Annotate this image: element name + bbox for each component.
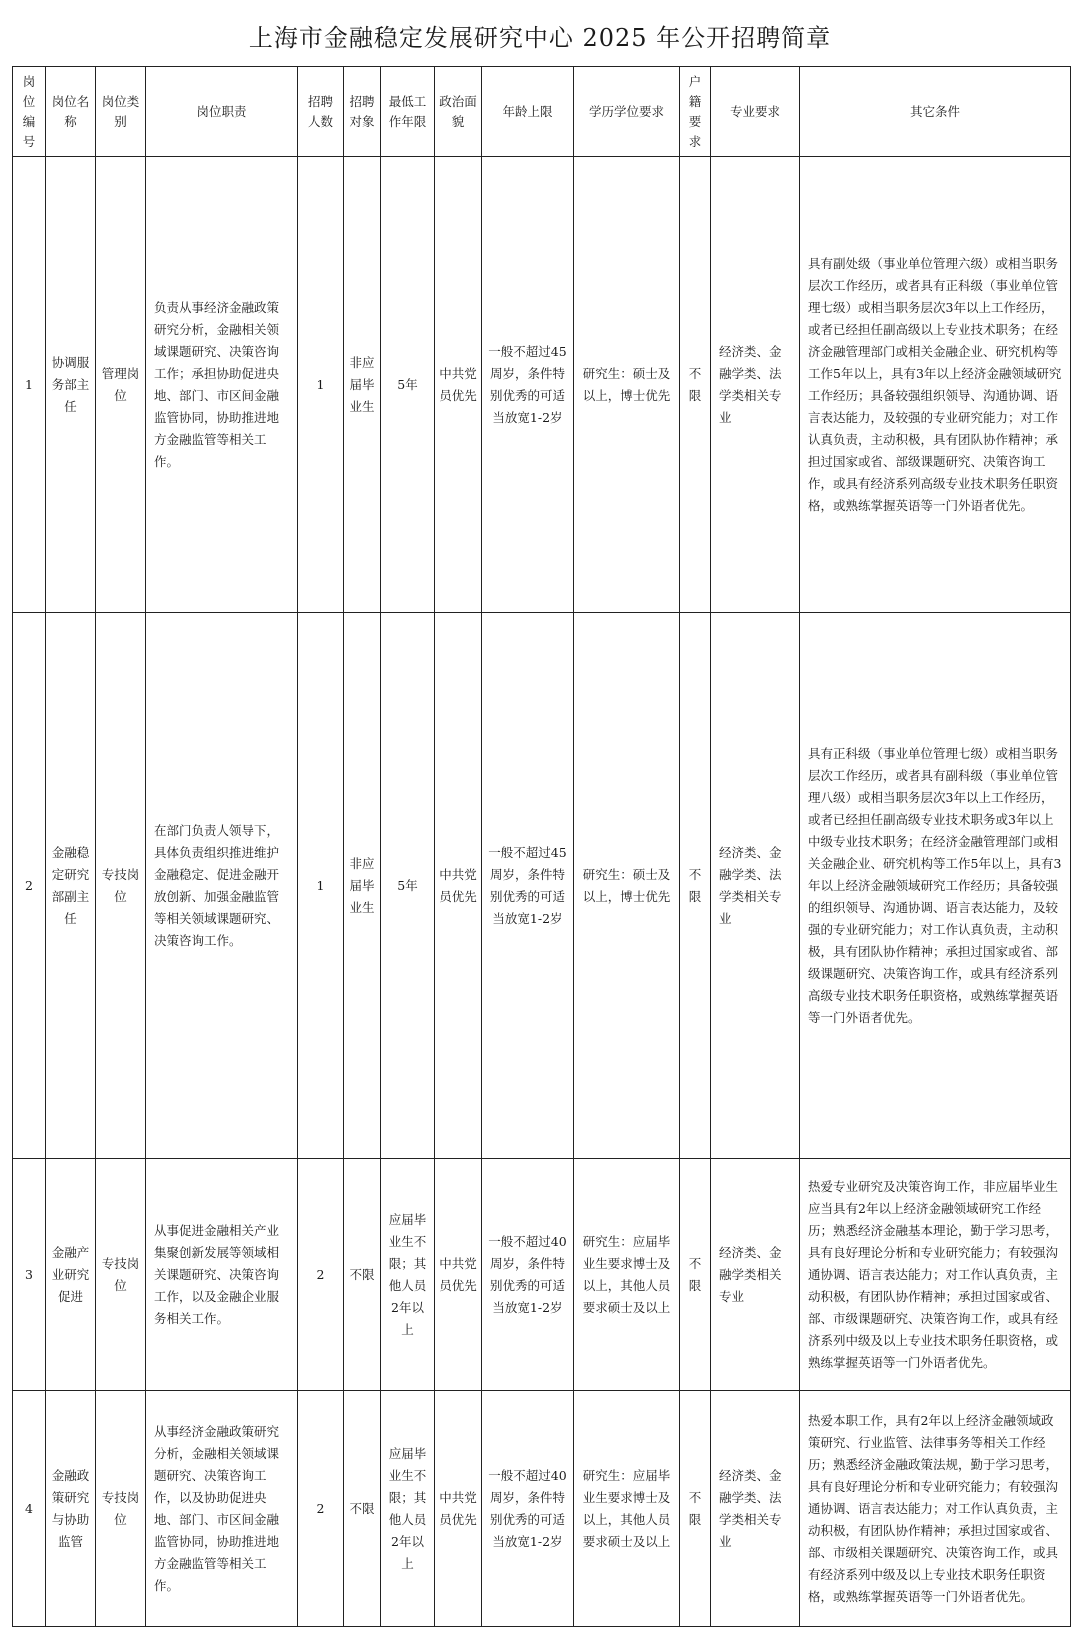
cell-education: 研究生：硕士及以上，博士优先 — [574, 157, 680, 613]
header-major: 专业要求 — [711, 67, 800, 157]
cell-id: 4 — [13, 1391, 46, 1627]
recruitment-table — [12, 66, 1071, 1627]
header-duties: 岗位职责 — [146, 67, 298, 157]
cell-age: 一般不超过40周岁，条件特别优秀的可适当放宽1-2岁 — [482, 1159, 574, 1391]
cell-duties: 在部门负责人领导下，具体负责组织推进维护金融稳定、促进金融开放创新、加强金融监管等相关领域课题研究、决策咨询工作。 — [146, 613, 298, 1159]
cell-education: 研究生：硕士及以上，博士优先 — [574, 613, 680, 1159]
cell-politics: 中共党员优先 — [435, 613, 482, 1159]
header-education: 学历学位要求 — [574, 67, 680, 157]
cell-years: 应届毕业生不限；其他人员2年以上 — [381, 1159, 435, 1391]
cell-duties: 从事经济金融政策研究分析，金融相关领域课题研究、决策咨询工作，以及协助促进央地、部门、市区间金融监管协同，协助推进地方金融监管等相关工作。 — [146, 1391, 298, 1627]
header-years: 最低工作年限 — [381, 67, 435, 157]
cell-politics: 中共党员优先 — [435, 1159, 482, 1391]
cell-target: 不限 — [344, 1391, 381, 1627]
header-name: 岗位名称 — [46, 67, 96, 157]
cell-other: 热爱专业研究及决策咨询工作，非应届毕业生应当具有2年以上经济金融领域研究工作经历；熟悉经济金融基本理论，勤于学习思考，具有良好理论分析和专业研究能力；有较强沟通协调、语言表达能力；对工作认真负责，主动积极，有团队协作精神；承担过国家或省、部、市级课题研究、决策咨询工作，或具有经济系列中级及以上专业技术职务任职资格，或熟练掌握英语等一门外语者优先。 — [800, 1159, 1071, 1391]
header-hukou: 户籍要求 — [680, 67, 711, 157]
cell-hukou: 不限 — [680, 613, 711, 1159]
header-count: 招聘人数 — [298, 67, 344, 157]
header-target: 招聘对象 — [344, 67, 381, 157]
cell-major: 经济类、金融学类、法学类相关专业 — [711, 613, 800, 1159]
cell-target: 不限 — [344, 1159, 381, 1391]
cell-hukou: 不限 — [680, 1391, 711, 1627]
cell-name: 金融产业研究促进 — [46, 1159, 96, 1391]
cell-category: 管理岗位 — [96, 157, 146, 613]
cell-other: 具有副处级（事业单位管理六级）或相当职务层次工作经历，或者具有正科级（事业单位管理七级）或相当职务层次3年以上工作经历，或者已经担任副高级以上专业技术职务；在经济金融管理部门或相关金融企业、研究机构等工作5年以上，具有3年以上经济金融领域研究工作经历；具备较强组织领导、沟通协调、语言表达能力，及较强的专业研究能力；对工作认真负责，主动积极，具有团队协作精神；承担过国家或省、部级课题研究、决策咨询工作，或具有经济系列高级专业技术职务任职资格，或熟练掌握英语等一门外语者优先。 — [800, 157, 1071, 613]
cell-count: 1 — [298, 157, 344, 613]
cell-politics: 中共党员优先 — [435, 157, 482, 613]
cell-major: 经济类、金融学类、法学类相关专业 — [711, 157, 800, 613]
cell-duties: 负责从事经济金融政策研究分析，金融相关领域课题研究、决策咨询工作；承担协助促进央地、部门、市区间金融监管协同，协助推进地方金融监管等相关工作。 — [146, 157, 298, 613]
cell-duties: 从事促进金融相关产业集聚创新发展等领域相关课题研究、决策咨询工作，以及金融企业服务相关工作。 — [146, 1159, 298, 1391]
cell-count: 2 — [298, 1159, 344, 1391]
cell-other: 具有正科级（事业单位管理七级）或相当职务层次工作经历，或者具有副科级（事业单位管理八级）或相当职务层次3年以上工作经历，或者已经担任副高级专业技术职务或3年以上中级专业技术职务；在经济金融管理部门或相关金融企业、研究机构等工作5年以上，具有3年以上经济金融领域研究工作经历；具备较强的组织领导、沟通协调、语言表达能力，及较强的专业研究能力；对工作认真负责，主动积极，具有团队协作精神；承担过国家或省、部级课题研究、决策咨询工作，或具有经济系列高级专业技术职务任职资格，或熟练掌握英语等一门外语者优先。 — [800, 613, 1071, 1159]
cell-age: 一般不超过45周岁，条件特别优秀的可适当放宽1-2岁 — [482, 613, 574, 1159]
cell-id: 1 — [13, 157, 46, 613]
cell-name: 协调服务部主任 — [46, 157, 96, 613]
cell-age: 一般不超过45周岁，条件特别优秀的可适当放宽1-2岁 — [482, 157, 574, 613]
table-row — [13, 1159, 1071, 1391]
cell-years: 5年 — [381, 157, 435, 613]
cell-category: 专技岗位 — [96, 1391, 146, 1627]
cell-count: 2 — [298, 1391, 344, 1627]
cell-major: 经济类、金融学类相关专业 — [711, 1159, 800, 1391]
cell-politics: 中共党员优先 — [435, 1391, 482, 1627]
table-row — [13, 613, 1071, 1159]
header-age: 年龄上限 — [482, 67, 574, 157]
cell-category: 专技岗位 — [96, 1159, 146, 1391]
cell-name: 金融政策研究与协助监管 — [46, 1391, 96, 1627]
header-other: 其它条件 — [800, 67, 1071, 157]
cell-category: 专技岗位 — [96, 613, 146, 1159]
cell-target: 非应届毕业生 — [344, 613, 381, 1159]
cell-major: 经济类、金融学类、法学类相关专业 — [711, 1391, 800, 1627]
cell-name: 金融稳定研究部副主任 — [46, 613, 96, 1159]
cell-count: 1 — [298, 613, 344, 1159]
page-title: 上海市金融稳定发展研究中心 2025 年公开招聘简章 — [248, 24, 832, 52]
header-category: 岗位类别 — [96, 67, 146, 157]
table-header-row — [13, 67, 1071, 157]
cell-target: 非应届毕业生 — [344, 157, 381, 613]
cell-id: 2 — [13, 613, 46, 1159]
cell-years: 5年 — [381, 613, 435, 1159]
cell-id: 3 — [13, 1159, 46, 1391]
cell-hukou: 不限 — [680, 157, 711, 613]
cell-years: 应届毕业生不限；其他人员2年以上 — [381, 1391, 435, 1627]
cell-education: 研究生：应届毕业生要求博士及以上，其他人员要求硕士及以上 — [574, 1391, 680, 1627]
cell-education: 研究生：应届毕业生要求博士及以上，其他人员要求硕士及以上 — [574, 1159, 680, 1391]
table-row — [13, 157, 1071, 613]
cell-age: 一般不超过40周岁，条件特别优秀的可适当放宽1-2岁 — [482, 1391, 574, 1627]
table-row — [13, 1391, 1071, 1627]
cell-hukou: 不限 — [680, 1159, 711, 1391]
cell-other: 热爱本职工作，具有2年以上经济金融领域政策研究、行业监管、法律事务等相关工作经历；熟悉经济金融政策法规，勤于学习思考，具有良好理论分析和专业研究能力；有较强沟通协调、语言表达能力；对工作认真负责，主动积极，有团队协作精神；承担过国家或省、部、市级相关课题研究、决策咨询工作，或具有经济系列中级及以上专业技术职务任职资格，或熟练掌握英语等一门外语者优先。 — [800, 1391, 1071, 1627]
header-politics: 政治面貌 — [435, 67, 482, 157]
header-id: 岗位编号 — [13, 67, 46, 157]
